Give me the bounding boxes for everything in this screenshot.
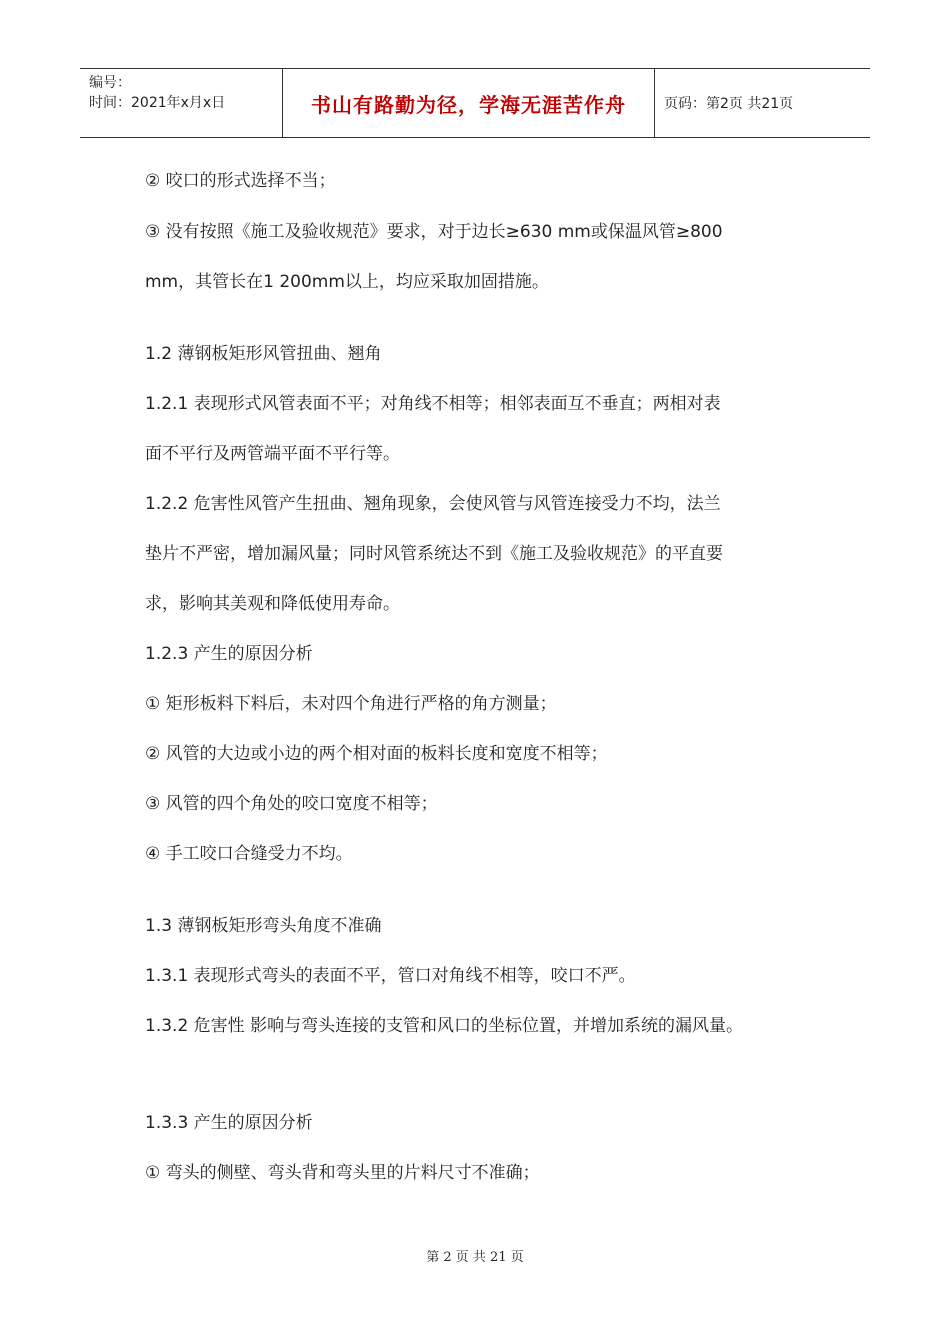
paragraph-line: 面不平行及两管端平面不平行等。 (145, 444, 400, 464)
paragraph: 1.3.2 危害性 影响与弯头连接的支管和风口的坐标位置，并增加系统的漏风量。 (145, 1016, 744, 1036)
paragraph (145, 379, 825, 479)
subsection-heading: 1.2.3 产生的原因分析 (145, 644, 313, 664)
list-item: ② 风管的大边或小边的两个相对面的板料长度和宽度不相等； (145, 744, 608, 764)
paragraph (145, 479, 825, 629)
paragraph-line: mm，其管长在1 200mm以上，均应采取加固措施。 (145, 272, 549, 292)
time-label: 时间：2021年x月x日 (89, 95, 226, 111)
section-heading: 1.3 薄钢板矩形弯头角度不准确 (145, 916, 382, 936)
motto: 书山有路勤为径，学海无涯苦作舟 (282, 69, 655, 137)
paragraph-line: 1.2.2 危害性风管产生扭曲、翘角现象，会使风管与风管连接受力不均，法兰 (145, 494, 721, 514)
header-left-cell (80, 69, 282, 137)
list-item: ③ 风管的四个角处的咬口宽度不相等； (145, 794, 438, 814)
paragraph: ② 咬口的形式选择不当； (145, 171, 336, 191)
paragraph-line: 垫片不严密，增加漏风量；同时风管系统达不到《施工及验收规范》的平直要 (145, 544, 723, 564)
paragraph: 1.3.1 表现形式弯头的表面不平，管口对角线不相等，咬口不严。 (145, 966, 636, 986)
document-body (145, 158, 825, 1198)
number-label: 编号： (89, 75, 131, 91)
paragraph-line: 1.2.1 表现形式风管表面不平；对角线不相等；相邻表面互不垂直；两相对表 (145, 394, 721, 414)
list-item: ① 矩形板料下料后，未对四个角进行严格的角方测量； (145, 694, 557, 714)
paragraph-line: 求，影响其美观和降低使用寿命。 (145, 594, 400, 614)
page-info: 页码：第2页 共21页 (664, 96, 794, 112)
page-footer: 第 2 页 共 21 页 (426, 1250, 524, 1265)
section-heading: 1.2 薄钢板矩形风管扭曲、翘角 (145, 344, 382, 364)
list-item: ④ 手工咬口合缝受力不均。 (145, 844, 353, 864)
spacer (145, 879, 825, 902)
list-item: ① 弯头的侧壁、弯头背和弯头里的片料尺寸不准确； (145, 1163, 540, 1183)
spacer (145, 1051, 825, 1099)
document-header (80, 68, 870, 138)
subsection-heading: 1.3.3 产生的原因分析 (145, 1113, 313, 1133)
paragraph-line: ③ 没有按照《施工及验收规范》要求，对于边长≥630 mm或保温风管≥800 (145, 222, 723, 242)
spacer (145, 307, 825, 330)
paragraph (145, 207, 825, 307)
